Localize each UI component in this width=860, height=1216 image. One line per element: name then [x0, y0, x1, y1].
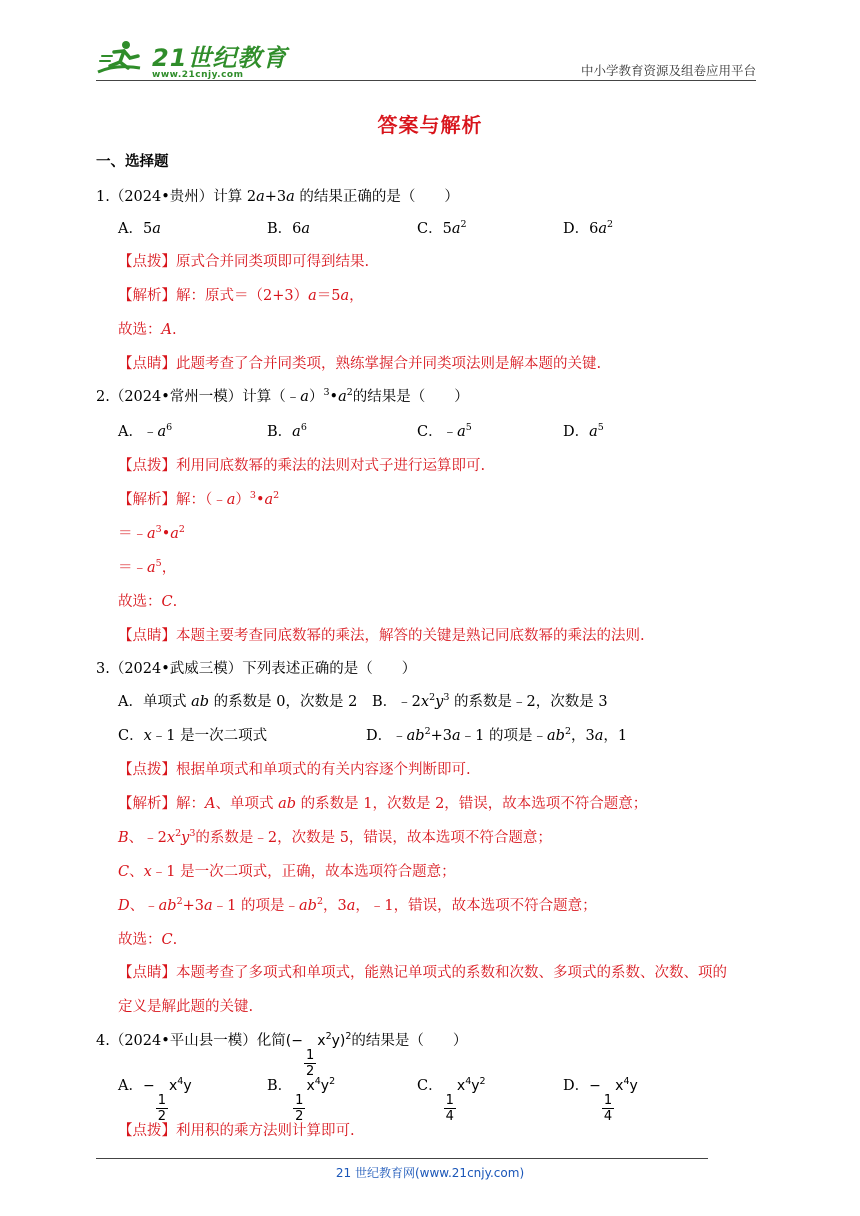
- question-4-hint: 【点拨】利用积的乘方法则计算即可.: [118, 1123, 355, 1139]
- question-3-hint: 【点拨】根据单项式和单项式的有关内容逐个判断即可.: [118, 762, 471, 778]
- question-1-stem: 1.（2024•贵州）计算 2a+3a 的结果正确的是（ ）: [96, 189, 459, 205]
- runner-logo-icon: [96, 38, 148, 80]
- question-3-analysis: 【解析】解：A、单项式 ab 的系数是 1，次数是 2，错误，故本选项不符合题意；: [118, 796, 648, 812]
- question-2-stem: 2.（2024•常州一模）计算$(﹣a)^3•a^2$的结果是（ ）: [96, 387, 469, 405]
- question-3-option-c: C．x﹣1 是一次二项式: [118, 728, 268, 744]
- question-3-answer: 故选：C.: [118, 932, 178, 948]
- question-4-option-a: A．− $\frac{1}{2}$ $x^4y$: [118, 1076, 192, 1124]
- question-1-option-d: D．$6a^2$: [563, 219, 614, 237]
- footer-divider: [96, 1158, 708, 1159]
- question-1-answer: 故选：A.: [118, 322, 177, 338]
- question-2-comment: 【点睛】本题主要考查同底数幂的乘法，解答的关键是熟记同底数幂的乘法的法则.: [118, 628, 645, 644]
- question-2-step-3: $=﹣a^5$，: [118, 558, 177, 576]
- question-3-option-a: A．单项式 ab 的系数是 0，次数是 2: [118, 694, 358, 710]
- logo-main-text: 21世纪教育: [152, 44, 288, 72]
- question-3-analysis-b: B、$﹣2x^2y^3$的系数是﹣2，次数是 5，错误，故本选项不符合题意；: [118, 828, 552, 846]
- question-2-option-b: B．$a^6$: [267, 422, 307, 440]
- platform-name: 中小学教育资源及组卷应用平台: [580, 63, 756, 78]
- question-4-option-d: D．− $\frac{1}{4}$ $x^4y$: [563, 1076, 638, 1124]
- question-3-comment-cont: 定义是解此题的关键.: [118, 999, 254, 1015]
- question-1-option-a: A．5a: [118, 221, 161, 237]
- question-2-option-c: C．$﹣a^5$: [417, 422, 472, 440]
- header-divider: [96, 80, 756, 81]
- question-1-comment: 【点睛】此题考查了合并同类项，熟练掌握合并同类项法则是解本题的关键.: [118, 356, 602, 372]
- question-4-stem: 4.（2024•平山县一模）化简(− $\frac{1}{2}$ $x^2y)^2$的结果是（ ）: [96, 1031, 468, 1079]
- question-4-option-b: B． $\frac{1}{2}$ $x^4y^2$: [267, 1076, 336, 1124]
- question-4-expression: (− $\frac{1}{2}$ $x^2y)^2$: [285, 1031, 352, 1079]
- question-3-stem: 3.（2024•武威三模）下列表述正确的是（ ）: [96, 661, 417, 677]
- question-3-option-d: D．$﹣ab^2+3a﹣1$ 的项是$﹣ab^2$，3a，1: [366, 726, 628, 744]
- question-1-option-b: B．6a: [267, 221, 311, 237]
- question-3-option-b: B．$﹣2x^2y^3$ 的系数是﹣2，次数是 3: [372, 692, 608, 710]
- question-1-analysis: 【解析】解：原式＝（2+3）a＝5a，: [118, 288, 364, 304]
- question-4-option-c: C． $\frac{1}{4}$ $x^4y^2$: [417, 1076, 486, 1124]
- question-3-comment: 【点睛】本题考查了多项式和单项式，能熟记单项式的系数和次数、多项式的系数、次数、项的: [118, 965, 727, 981]
- question-2-answer: 故选：C.: [118, 594, 178, 610]
- question-3-analysis-c: C、x﹣1 是一次二项式，正确，故本选项符合题意；: [118, 864, 456, 880]
- logo-url-text: www.21cnjy.com: [152, 70, 244, 80]
- footer-link[interactable]: 21 世纪教育网(www.21cnjy.com): [335, 1166, 525, 1180]
- question-2-option-d: D．$a^5$: [563, 422, 604, 440]
- question-1-hint: 【点拨】原式合并同类项即可得到结果.: [118, 254, 370, 270]
- question-2-step-2: $=﹣a^3•a^2$: [118, 524, 185, 542]
- page-title: 答案与解析: [377, 113, 483, 137]
- question-3-analysis-d: D、$﹣ab^2+3a﹣1$ 的项是$﹣ab^2$，3a，﹣1，错误，故本选项不符合题意；: [118, 896, 597, 914]
- question-2-analysis: 【解析】解：$(﹣a)^3•a^2$: [118, 490, 280, 508]
- question-2-option-a: A．$﹣a^6$: [118, 422, 173, 440]
- site-logo: [96, 36, 287, 80]
- section-heading: 一、选择题: [96, 153, 169, 170]
- question-2-hint: 【点拨】利用同底数幂的乘法的法则对式子进行运算即可.: [118, 458, 486, 474]
- question-1-option-c: C．$5a^2$: [417, 219, 467, 237]
